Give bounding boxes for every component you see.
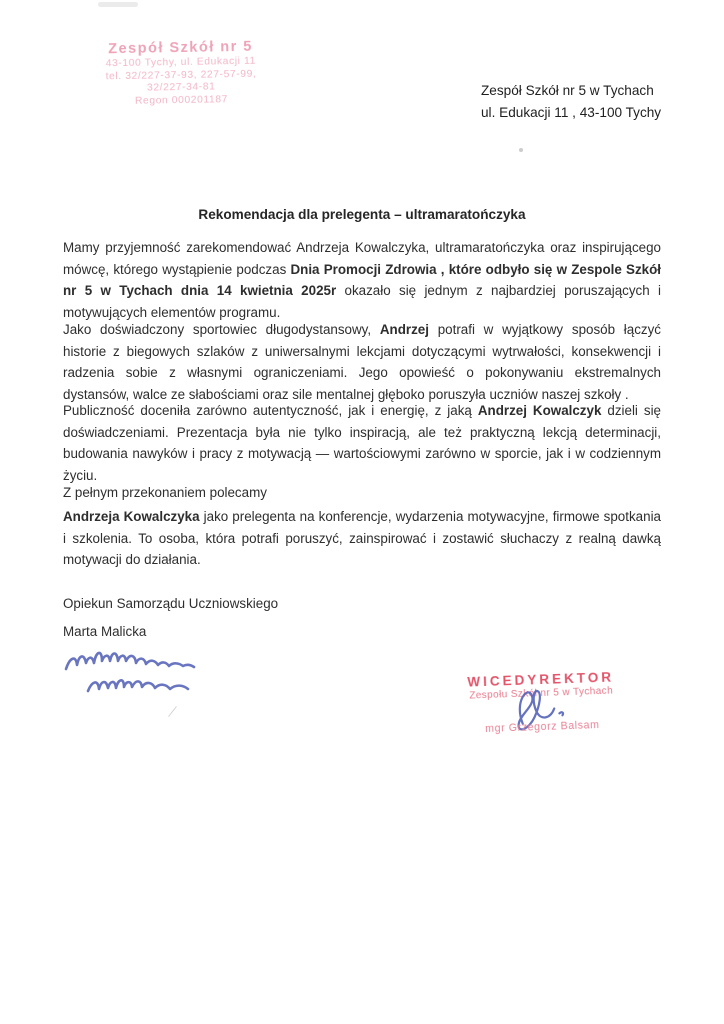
vicedirector-stamp-title: WICEDYREKTOR [467, 669, 615, 690]
paragraph-4: Z pełnym przekonaniem polecamy [63, 485, 267, 500]
school-stamp-line: Regon 000201187 [134, 93, 229, 107]
school-stamp-line: 32/227-34-81 [146, 81, 216, 94]
school-stamp-line: tel. 32/227-37-93, 227-57-99, [105, 68, 257, 82]
paragraph-1: Mamy przyjemność zarekomendować Andrzeja Kowalczyka, ultramaratończyka oraz inspirującego mówcę, którego wystąpienie podczas Dnia Promocji Zdrowia , które odbyło się w Zespole Szkół nr 5 w Tychach dnia 14 kwietnia 2025r okazało się jednym z najbardziej poruszających i motywujących elementów programu. [63, 240, 661, 320]
handwritten-signature [52, 637, 252, 709]
letterhead-school-name: Zespół Szkół nr 5 w Tychach [481, 83, 654, 98]
letter-title: Rekomendacja dla prelegenta – ultramaratończyka [198, 207, 526, 222]
school-stamp-line: 43-100 Tychy, ul. Edukacji 11 [105, 55, 256, 70]
vicedirector-stamp [443, 669, 640, 737]
vicedirector-stamp-subtitle: Zespołu Szkół nr 5 w Tychach [469, 685, 614, 702]
scan-dot [519, 148, 523, 152]
letterhead-address: ul. Edukacji 11 , 43-100 Tychy [481, 105, 662, 120]
school-stamp-line: Zespół Szkół nr 5 [108, 38, 254, 58]
paragraph-3: Publiczność doceniła zarówno autentyczność, jak i energię, z jaką Andrzej Kowalczyk dzieli się doświadczeniami. Prezentacja była nie tylko inspiracją, ale też praktyczną lekcją determinacji, budowania nawyków i pracy z motywacją — wartościowymi zarówno w sporcie, jak i w codziennym życiu. [63, 403, 662, 483]
vicedirector-stamp-name: mgr Grzegorz Balsam [484, 718, 600, 735]
school-stamp [75, 38, 286, 109]
signoff-name: Marta Malicka [63, 624, 147, 639]
paragraph-5: Andrzeja Kowalczyka jako prelegenta na konferencje, wydarzenia motywacyjne, firmowe spotkania i szkolenia. To osoba, która potrafi poruszyć, zainspirować i zostawić słuchaczy z realną dawką motywacji do działania. [63, 509, 661, 568]
scan-smudge [98, 2, 138, 7]
signoff-role: Opiekun Samorządu Uczniowskiego [63, 596, 279, 611]
paragraph-2: Jako doświadczony sportowiec długodystansowy, Andrzej potrafi w wyjątkowy sposób łączyć historie z biegowych szlaków z uniwersalnymi lekcjami dotyczącymi wytrwałości, konsekwencji i radzenia sobie z własnymi ograniczeniami. Jego opowieść o pokonywaniu ekstremalnych dystansów, walce ze słabościami oraz sile mentalnej głęboko poruszyła uczniów naszej szkoły . [63, 322, 662, 402]
letterhead [481, 80, 661, 124]
